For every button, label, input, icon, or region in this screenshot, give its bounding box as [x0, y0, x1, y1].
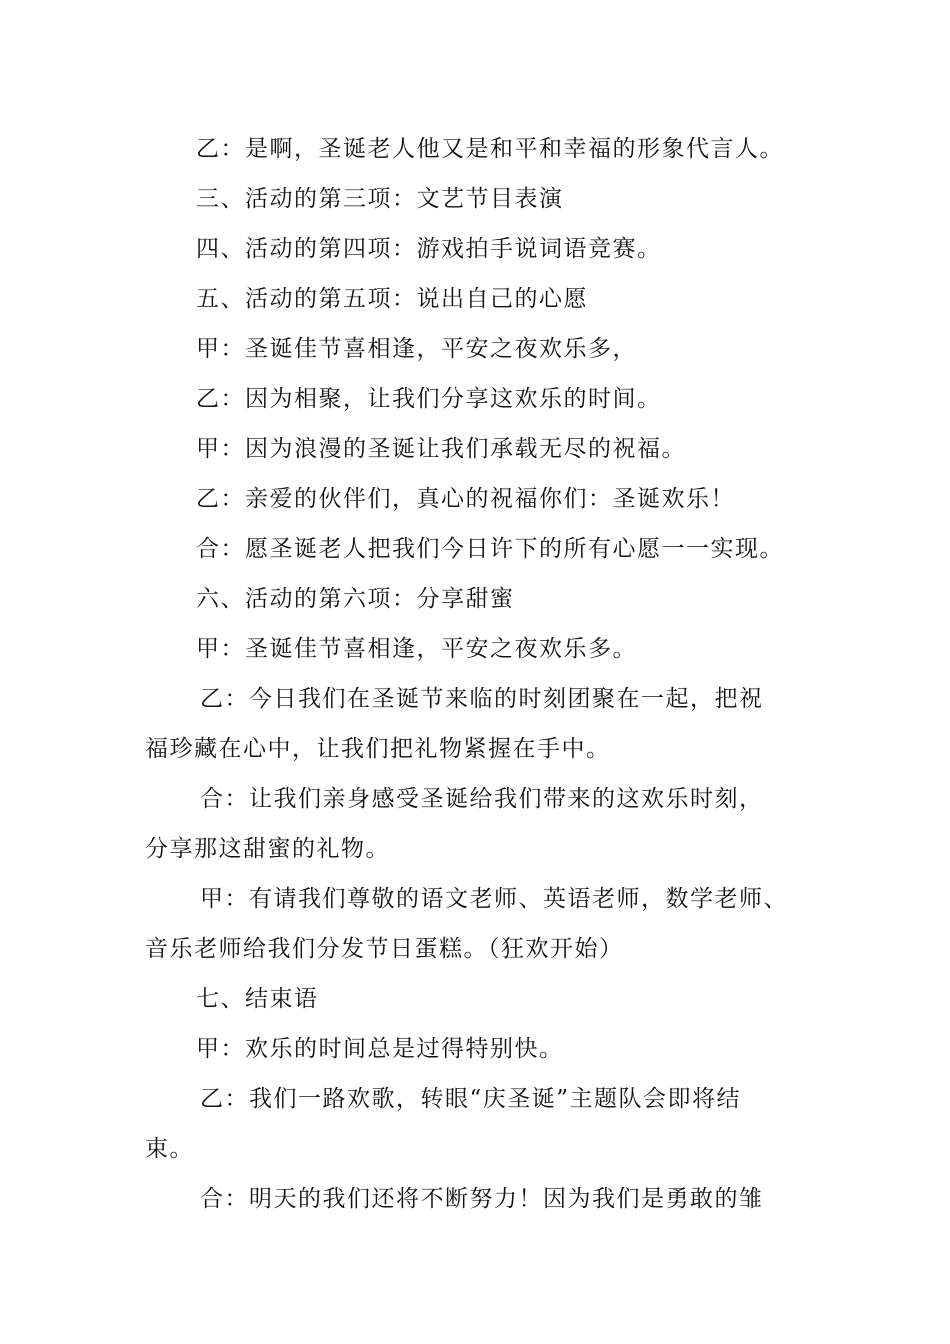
text-line-21: 束。 [145, 1136, 194, 1162]
text-line-22: 合：明天的我们还将不断努力！因为我们是勇敢的雏 [200, 1186, 764, 1212]
text-line-4: 五、活动的第五项：说出自己的心愿 [196, 286, 588, 312]
text-line-20: 乙：我们一路欢歌，转眼“庆圣诞”主题队会即将结 [200, 1086, 742, 1112]
text-line-6: 乙：因为相聚，让我们分享这欢乐的时间。 [196, 386, 662, 412]
text-line-17: 音乐老师给我们分发节日蛋糕。（狂欢开始） [145, 936, 624, 962]
text-line-1: 乙：是啊，圣诞老人他又是和平和幸福的形象代言人。 [196, 136, 784, 162]
text-line-8: 乙：亲爱的伙伴们，真心的祝福你们：圣诞欢乐！ [196, 486, 735, 512]
text-line-13: 福珍藏在心中，让我们把礼物紧握在手中。 [145, 736, 611, 762]
text-line-12: 乙：今日我们在圣诞节来临的时刻团聚在一起，把祝 [200, 686, 764, 712]
text-line-9: 合：愿圣诞老人把我们今日许下的所有心愿一一实现。 [196, 536, 784, 562]
text-line-15: 分享那这甜蜜的礼物。 [145, 836, 390, 862]
text-line-19: 甲：欢乐的时间总是过得特别快。 [196, 1036, 564, 1062]
text-line-5: 甲：圣诞佳节喜相逢，平安之夜欢乐多， [196, 336, 637, 362]
text-line-14: 合：让我们亲身感受圣诞给我们带来的这欢乐时刻， [200, 786, 764, 812]
text-line-16: 甲：有请我们尊敬的语文老师、英语老师，数学老师、 [200, 886, 788, 912]
text-line-11: 甲：圣诞佳节喜相逢，平安之夜欢乐多。 [196, 636, 637, 662]
text-line-10: 六、活动的第六项：分享甜蜜 [196, 586, 515, 612]
text-line-2: 三、活动的第三项：文艺节目表演 [196, 186, 564, 212]
text-line-3: 四、活动的第四项：游戏拍手说词语竞赛。 [196, 236, 662, 262]
text-line-18: 七、结束语 [196, 986, 319, 1012]
text-line-7: 甲：因为浪漫的圣诞让我们承载无尽的祝福。 [196, 436, 686, 462]
